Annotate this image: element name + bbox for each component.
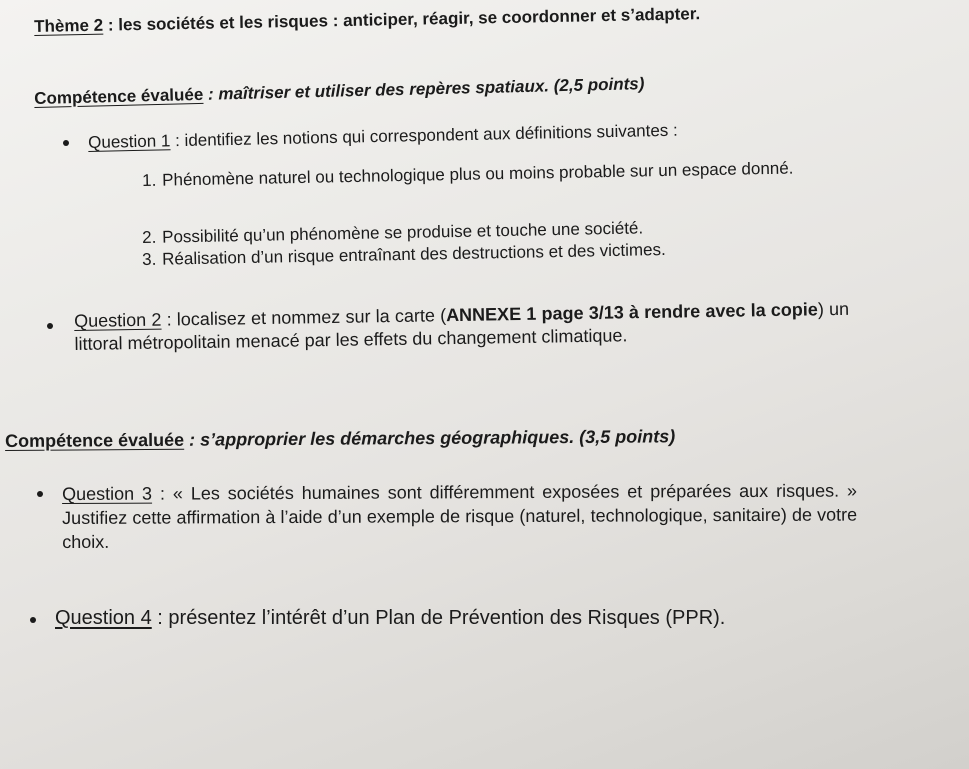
bullet-question-4: [30, 617, 36, 623]
question-2-bold: ANNEXE 1 page 3/13 à rendre avec la copie: [445, 299, 819, 326]
question-3-label: Question 3: [62, 483, 153, 504]
item-3-number: 3.: [141, 249, 157, 269]
competence-2-heading: [5, 427, 675, 450]
item-2-number: 2.: [141, 227, 157, 247]
question-4-label: Question 4: [55, 607, 152, 629]
question-4-text: : présentez l’intérêt d’un Plan de Prévention des Risques (PPR).: [151, 607, 726, 629]
question-3: [62, 479, 857, 554]
theme-label: Thème 2: [33, 15, 104, 36]
question-1-item-1: [142, 157, 832, 191]
question-2-text-before: : localisez et nommez sur la carte (: [161, 305, 447, 330]
item-1-number: 1.: [142, 170, 157, 190]
competence-1-label: Compétence évaluée: [33, 84, 204, 108]
question-1-label: Question 1: [87, 131, 171, 152]
question-3-text: : « Les sociétés humaines sont différemment exposées et préparées aux risques. » Justifiez cette affirmation à l’aide d’un exemple de risque (naturel, technologique, sanitaire) de votre choix.: [62, 480, 858, 552]
question-4: [55, 608, 725, 628]
item-2-text: Possibilité qu’un phénomène se produise et touche une société.: [161, 218, 644, 247]
competence-1-heading: [34, 75, 645, 107]
question-1-text: : identifiez les notions qui correspondent aux définitions suivantes :: [170, 120, 678, 151]
theme-text: : les sociétés et les risques : anticiper, réagir, se coordonner et s’adapter.: [102, 4, 701, 35]
competence-2-text: : s’approprier les démarches géographiques. (3,5 points): [184, 426, 676, 450]
theme-heading: [34, 5, 700, 35]
competence-1-text: : maîtriser et utiliser des repères spatiaux. (2,5 points): [203, 74, 645, 104]
item-3-text: Réalisation d’un risque entraînant des destructions et des victimes.: [161, 239, 666, 269]
question-2: [74, 298, 850, 356]
question-2-label: Question 2: [74, 309, 162, 331]
bullet-question-1: [63, 140, 69, 146]
item-1-text: Phénomène naturel ou technologique plus ou moins probable sur un espace donné.: [162, 158, 794, 190]
question-2-text-after: ) un littoral métropolitain menacé par les effets du changement climatique.: [74, 298, 850, 354]
competence-2-label: Compétence évaluée: [4, 429, 185, 451]
question-1: [88, 122, 678, 151]
bullet-question-3: [37, 491, 43, 497]
bullet-question-2: [47, 323, 53, 329]
